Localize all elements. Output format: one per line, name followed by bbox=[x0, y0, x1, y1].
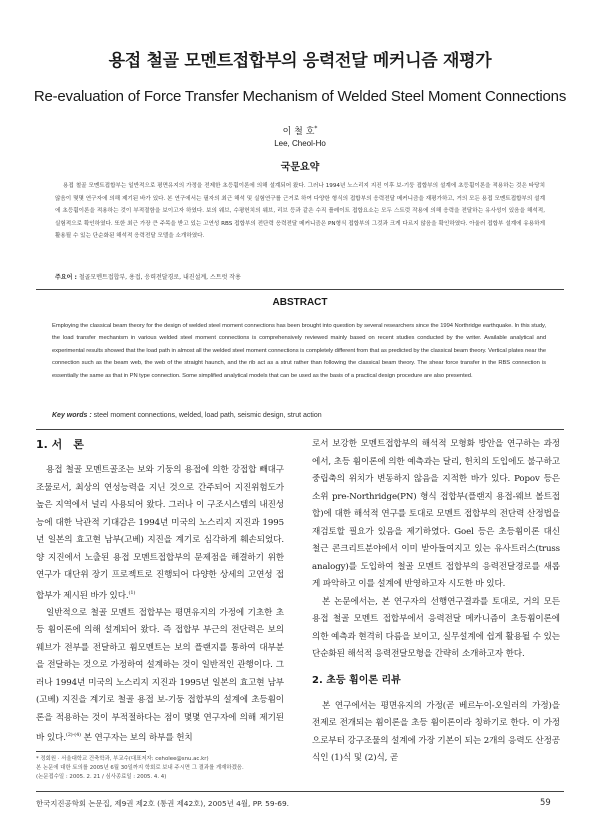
author-english: Lee, Cheol-Ho bbox=[274, 139, 326, 148]
english-keywords-label: Key words : bbox=[52, 412, 92, 419]
footnote-line-3: (논문접수일 : 2005. 2. 21 / 심사종료일 : 2005. 4. 4) bbox=[36, 774, 167, 780]
footnote-line-2: 본 논문에 대한 토의를 2005년 6월 30일까지 학회로 보내 주시면 그 결과를 게재하겠음. bbox=[36, 765, 244, 771]
author-korean-name: 이 철 호 bbox=[282, 127, 315, 137]
section-1-heading: 1. 서 론 bbox=[36, 438, 84, 451]
reference-2-4: (2)-(4) bbox=[65, 732, 82, 739]
page-number: 59 bbox=[540, 797, 551, 807]
korean-keywords-text: 철골모멘트접합부, 용접, 응력전달경로, 내진설계, 스트럿 작용 bbox=[78, 274, 241, 281]
section-2-heading: 2. 초등 휨이론 리뷰 bbox=[312, 674, 401, 686]
english-keywords bbox=[52, 412, 546, 419]
korean-abstract-heading: 국문요약 bbox=[280, 162, 320, 173]
footnote bbox=[36, 755, 284, 782]
right-column bbox=[312, 436, 560, 768]
english-abstract-body: Employing the classical beam theory for the design of welded steel moment connections has been brought into question by several researchers since the 1994 Northridge earthquake. In this study, the load transfer mechanism in various welded steel moment connections is comprehensively reviewed mainly based on recent studies conducted by the writer. Available analytical and experimental results showed that the load path in almost all the welded steel moment connections is completely different from that as predicted by the classical beam theory. Vertical plates near the connection such as the beam web, the web of the straight haunch, and the rib act as a strut rather than following the classical beam theory. The shear force transfer in the RBS connection is essentially the same as that in PN type connection. Some simplified analytical models that can be used as the basis of a practical design procedure are also presented. bbox=[52, 323, 546, 379]
section-1-paragraph-2 bbox=[36, 605, 284, 748]
english-keywords-text: steel moment connections, welded, load path, seismic design, strut action bbox=[93, 412, 322, 419]
korean-keywords bbox=[55, 272, 545, 281]
reference-1: (1) bbox=[128, 589, 136, 596]
right-paragraph-1: 로서 보강한 모멘트접합부의 해석적 모형화 방안을 연구하는 과정에서, 초등 휨이론에 의한 예측과는 달리, 헌치의 도입에도 불구하고 중립축의 위치가 변동하지 않음을 지적한 바가 있다. Popov 등은 소위 pre-Northridge(PN) 형식 접합부(플랜지 용접-웨브 볼트접합)에 대한 해석적 연구를 토대로 모멘트 접합부의 전단력 산정법을 재검토할 필요가 있음을 제기하였다. Goel 등은 초등휨이론 대신 철근 콘크리트분야에서 이미 받아들여지고 있는 유사트러스(truss analogy)를 도입하여 철골 모멘트 접합부의 응력전달경로를 새롭게 파악하고 이를 설계에 반영하고자 시도한 바 있다. bbox=[312, 439, 560, 589]
korean-abstract-body: 용접 철골 모멘트접합부는 일반적으로 평면유지의 가정을 전제한 초등휨이론에 의해 설계되어 왔다. 그러나 1994년 노스리지 지진 이후 보-기둥 접합부의 설계에 초등휨이론을 적용하는 것은 타당치 않음이 몇몇 연구자에 의해 제기된 바가 있다. 본 연구에서는 필자의 최근 해석 및 실험연구를 근거로 하여 다양한 형식의 접합부의 응력전달 메커니즘을 재평가하고, 거의 모든 용접 모멘트접합부의 설계에 초등휨이론을 적용하는 것이 부적절함을 보이고자 하였다. 보의 웨브, 수평헌치의 웨브, 리브 등과 같은 수직 플레이트 접합요소는 모두 스트럿 작용에 의해 응력을 전달하는 유사성이 있음을 해석적, 실험적으로 확인하였다. 또한 최근 가장 큰 주목을 받고 있는 고연성 RBS 접합부의 전단력 응력전달 메커니즘은 PN형식 접합부의 그것과 크게 다르지 않음을 확인하였다. 아울러 접합부 설계에 유용하게 활용될 수 있는 단순화된 해석적 응력전달 모델을 소개하였다. bbox=[55, 183, 545, 239]
journal-citation: 한국지진공학회 논문집, 제9권 제2호 (통권 제42호), 2005년 4월, PP. 59-69. bbox=[36, 799, 290, 808]
section-1-paragraph-2-text: 일반적으로 철골 모멘트 접합부는 평면유지의 가정에 기초한 초등 휨이론에 의해 설계되어 왔다. 즉 접합부 부근의 전단력은 보의 웨브가 전부를 전달하고 휨모멘트는 보의 플랜지를 통하여 대부분을 전달하는 것으로 가정하여 설계하는 것이 일반적인 관행이다. 그러나 1994년 미국의 노스리지 지진과 1995년 일본의 효고현 남부(고베) 지진을 계기로 철골 용접 보-기둥 접합부의 설계에 초등휨이론을 적용하는 것이 부적절하다는 점이 몇몇 연구자에 의해 제기된 바 있다. bbox=[36, 607, 284, 744]
author-footnote-mark: * bbox=[314, 125, 318, 132]
section-1-paragraph-1 bbox=[36, 462, 284, 605]
author-korean bbox=[0, 124, 600, 137]
title-korean: 용접 철골 모멘트접합부의 응력전달 메커니즘 재평가 bbox=[108, 51, 492, 71]
english-abstract-heading: ABSTRACT bbox=[272, 297, 328, 308]
left-column bbox=[36, 436, 284, 748]
korean-keywords-label: 주요어 : bbox=[55, 274, 77, 281]
section-1-paragraph-2-tail: 본 연구자는 보의 하부를 헌치 bbox=[81, 733, 193, 744]
title-english: Re-evaluation of Force Transfer Mechanism of Welded Steel Moment Connections bbox=[33, 88, 567, 105]
footer-rule bbox=[36, 791, 564, 792]
footnote-line-1: * 정회원 · 서울대학교 건축학과, 부교수(대표저자: ceholee@snu.ac.kr) bbox=[36, 756, 209, 762]
divider-top bbox=[36, 289, 564, 290]
divider-bottom bbox=[36, 429, 564, 430]
right-paragraph-2: 본 논문에서는, 본 연구자의 선행연구결과를 토대로, 거의 모든 용접 철골 모멘트 접합부에서 응력전달 메카니즘이 초등휨이론에 의한 예측과 현격히 다름을 보이고, 실무설계에 쉽게 활용될 수 있는 단순화된 해석적 응력전달모형을 간략히 소개하고자 한다. bbox=[312, 596, 560, 659]
section-2-paragraph-1: 본 연구에서는 평면유지의 가정(곧 베르누이-오일러의 가정)을 전제로 전개되는 휨이론을 초등 휨이론이라 칭하기로 한다. 이 가정으로부터 강구조물의 설계에 가장 기본이 되는 2개의 응력도 산정공식인 (1)식 및 (2)식, 곧 bbox=[312, 700, 560, 763]
footnote-rule bbox=[36, 751, 146, 752]
section-1-paragraph-1-text: 용접 철골 모멘트골조는 보와 기둥의 용접에 의한 강접합 빼대구조물로서, 최상의 연성능력을 지닌 것으로 간주되어 지진위험도가 높은 지역에서 널리 사용되어 왔다. 그러나 이 구조시스템의 내진성능에 대한 낙관적 기대감은 1994년 미국의 노스리지 지진과 1995년 일본의 효고현 남부(고베) 지진을 계기로 심각하게 훼손되었다. 양 지진에서 노출된 용접 모멘트접합부의 문제점을 해결하기 위한 연구가 대단위 장기 프로젝트로 진행되어 다양한 상세의 고연성 접합부가 제시된 바가 있다. bbox=[36, 465, 284, 601]
